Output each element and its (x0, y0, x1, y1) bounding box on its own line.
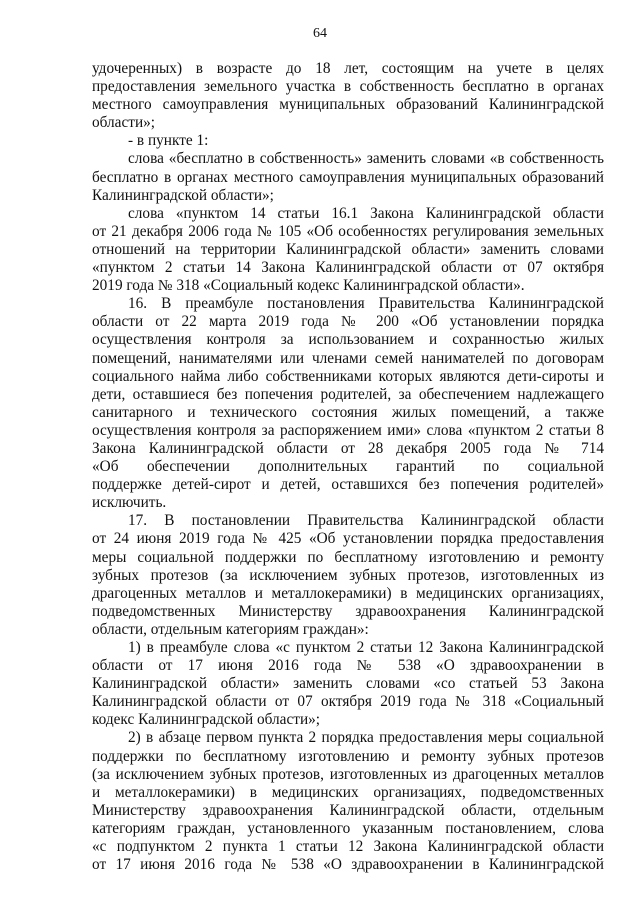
text-line: санитарного и технического состояния жилых помещений, а также (92, 403, 604, 421)
page-number: 64 (313, 26, 327, 41)
text-line: Министерству здравоохранения Калининградской области, отдельным (92, 801, 604, 819)
text-line: 17. В постановлении Правительства Калининградской области (128, 512, 604, 530)
text-line: предоставления земельного участка в собственность бесплатно в органах (92, 78, 604, 96)
text-line: области от 17 июня 2016 года № 538 «О здравоохранении в (92, 657, 604, 675)
text-line: подведомственных Министерству здравоохранения Калининградской (92, 602, 604, 620)
text-line: исключить. (92, 494, 167, 512)
text-line: поддержке детей-сирот и детей, оставшихся без попечения родителей» (92, 476, 604, 494)
text-line: области, отдельным категориям граждан»: (92, 620, 369, 638)
text-line: и металлокерамики) в медицинских организациях, подведомственных (92, 783, 604, 801)
text-line: отношений на территории Калининградской области» заменить словами (92, 240, 604, 258)
text-line: поддержки по бесплатному изготовлению и ремонту зубных протезов (92, 747, 604, 765)
text-line: области от 22 марта 2019 года № 200 «Об установлении порядка (92, 313, 604, 331)
text-line: удочеренных) в возрасте до 18 лет, состоящим на учете в целях (92, 60, 604, 77)
document-body (92, 60, 604, 874)
text-line: помещений, нанимателями или членами семей нанимателей по договорам (92, 349, 604, 367)
text-line: осуществления контроля за использованием и сохранностью жилых (92, 331, 604, 349)
text-line: слова «пунктом 14 статьи 16.1 Закона Калининградской области (128, 204, 604, 222)
text-line: драгоценных металлов и металлокерамики) в медицинских организациях, (92, 584, 604, 602)
text-line: Закона Калининградской области от 28 декабря 2005 года № 714 (92, 439, 604, 457)
text-line: дети, оставшиеся без попечения родителей, за обеспечением надлежащего (92, 385, 604, 403)
text-line: 1) в преамбуле слова «с пунктом 2 статьи 12 Закона Калининградской (128, 639, 604, 656)
text-line: от 24 июня 2019 года № 425 «Об установлении порядка предоставления (92, 530, 604, 548)
text-line: «с подпунктом 2 пункта 1 статьи 12 Закона Калининградской области (92, 838, 604, 856)
text-line: кодекс Калининградской области»; (92, 711, 321, 729)
text-line: местного самоуправления муниципальных образований Калининградской (92, 96, 604, 114)
text-line: социального найма либо собственниками которых являются дети-сироты и (92, 367, 604, 385)
text-line: от 17 июня 2016 года № 538 «О здравоохранении в Калининградской (92, 856, 604, 874)
text-line: 16. В преамбуле постановления Правительства Калининградской (128, 295, 604, 313)
text-line: области»; (92, 114, 156, 132)
text-line: 2019 года № 318 «Социальный кодекс Калининградской области». (92, 277, 525, 295)
text-line: от 21 декабря 2006 года № 105 «Об особенностях регулирования земельных (92, 222, 604, 240)
text-line: 2) в абзаце первом пункта 2 порядка предоставления меры социальной (128, 729, 604, 747)
text-line: слова «бесплатно в собственность» заменить словами «в собственность (128, 150, 604, 168)
text-line: (за исключением зубных протезов, изготовленных из драгоценных металлов (92, 765, 604, 783)
text-line: Калининградской области от 07 октября 2019 года № 318 «Социальный (92, 693, 604, 711)
text-line: осуществления контроля за распоряжением ими» слова «пунктом 2 статьи 8 (92, 421, 604, 439)
text-line: зубных протезов (за исключением зубных протезов, изготовленных из (92, 566, 604, 584)
text-line: категориям граждан, установленного указанным постановлением, слова (92, 819, 604, 837)
text-line: Калининградской области» заменить словами «со статьей 53 Закона (92, 675, 604, 693)
text-line: «Об обеспечении дополнительных гарантий по социальной (92, 458, 604, 476)
text-line: - в пункте 1: (128, 132, 209, 150)
text-line: меры социальной поддержки по бесплатному изготовлению и ремонту (92, 548, 604, 566)
text-line: бесплатно в органах местного самоуправления муниципальных образований (92, 168, 604, 186)
text-line: «пунктом 2 статьи 14 Закона Калининградской области от 07 октября (92, 259, 604, 277)
text-line: Калининградской области»; (92, 186, 274, 204)
